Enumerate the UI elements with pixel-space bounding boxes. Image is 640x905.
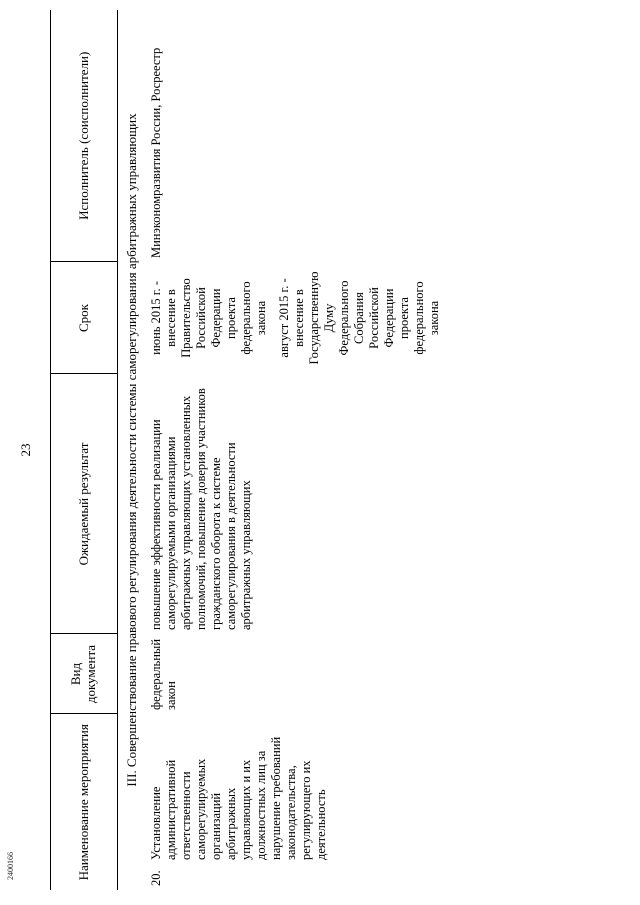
footer-code-wrap bbox=[6, 852, 46, 892]
term-2: август 2015 г. - внесение в Государственную Думу Федерального Собрания Российской Федерации проекта федерального закона bbox=[276, 271, 441, 365]
row-number: 20. bbox=[148, 870, 163, 886]
table-row bbox=[146, 10, 445, 890]
term-1: июнь 2015 г. - внесение в Правительство Российской Федерации проекта федерального закона bbox=[148, 278, 268, 358]
measure-name: Установление административной ответственности саморегулируемых организаций арбитражных управляющих и их должностных лиц за нарушение требований законодательства, регулирующего их деятельность bbox=[148, 736, 328, 860]
header-executor: Исполнитель (соисполнители) bbox=[51, 10, 118, 262]
header-name: Наименование мероприятия bbox=[51, 714, 118, 890]
cell-doc-type: федеральный закон bbox=[148, 638, 178, 710]
cell-name bbox=[146, 714, 445, 890]
footer-code: 2400166 bbox=[6, 852, 15, 880]
header-result: Ожидаемый результат bbox=[51, 374, 118, 634]
measures-table bbox=[50, 10, 445, 890]
cell-term bbox=[146, 262, 445, 374]
page-number: 23 bbox=[18, 443, 33, 457]
section-title: III. Совершенствование правового регулирования деятельности системы саморегулирования арбитражных управляющих bbox=[124, 113, 139, 787]
table-header-row bbox=[51, 10, 118, 890]
cell-executor: Минэкономразвития России, Росреестр bbox=[148, 47, 163, 258]
header-doc-type: Вид документа bbox=[51, 634, 118, 714]
section-row bbox=[118, 10, 146, 890]
cell-result: повышение эффективности реализации саморегулируемыми организациями арбитражных управляющих установленных полномочий, повышение доверия участников гражданского оборота к системе саморегулирования в деятельности арбитражных управляющих bbox=[148, 388, 253, 630]
rotated-sheet bbox=[18, 10, 640, 890]
header-term: Срок bbox=[51, 262, 118, 374]
